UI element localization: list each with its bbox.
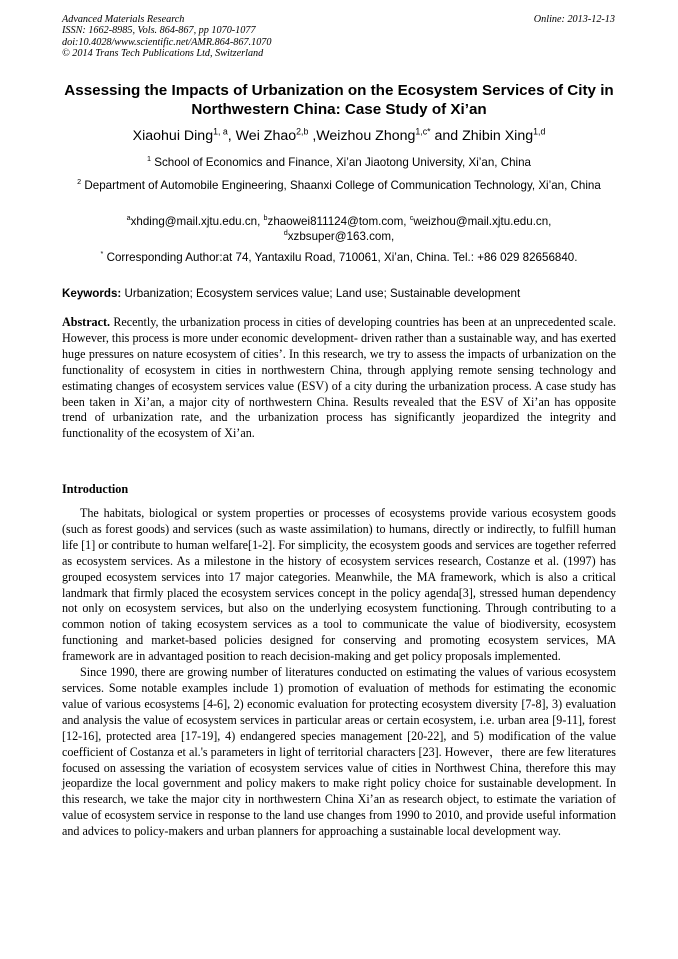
affiliation-1 — [62, 156, 616, 171]
journal-header — [62, 14, 271, 60]
abstract-text: Recently, the urbanization process in cities of developing countries has been at an unprecedented scale. However, this process is more under economic development- driven rather than a sustainable way, and has exerted huge pressures on nature ecosystem of cities’. In this research, we try to assess the impacts of urbanization on the functionality of ecosystem in cities in northwestern China, through applying remote sensing technology and estimating changes of ecosystem services value (ESV) of a city during the urbanization process. A case study has been taken in Xi’an, a major city of northwestern China. Results revealed that the ESV of Xi’an has opposite trend of urbanization rate, and the urbanization process has significantly jeopardized the integrity and functionality of the ecosystem of Xi’an. — [62, 315, 616, 441]
author-sup: 2,b — [296, 126, 309, 137]
email-sup: c — [409, 213, 414, 223]
affiliation-2-text: Department of Automobile Engineering, Shaanxi College of Communication Technology, Xi’an, China — [84, 179, 601, 192]
introduction-paragraph-1: The habitats, biological or system properties or processes of ecosystems provide various ecosystem goods (such as forest goods) and services (such as waste assimilation) to humans, directly or indirectly, to fulfill human life [1] or contribute to human welfare[1-2]. For simplicity, the ecosystem goods and services are together referred as ecosystem services. As a milestone in the history of ecosystem services research, Costanze et al. (1997) has grouped ecosystem services into 17 major categories. Meanwhile, the MA framework, which is also a critical landmark that firmly placed the ecosystem services concept in the policy agenda[3], stressed human dependency not only on ecosystem services, but also on the underlying ecosystem functioning. Through contributing to a common notion of taking ecosystem services as a tool to communicate the value of biodiversity, ecosystem functioning and market-based policies designed for conserving and promoting ecosystem services, MA framework are in advantaged position to reach decision-making and get policy proposals implemented. — [62, 506, 616, 664]
abstract — [62, 315, 616, 442]
email-link[interactable]: zhaowei811124@tom.com, — [267, 215, 410, 228]
author-name: Wei Zhao — [235, 128, 297, 144]
author-line — [62, 127, 616, 145]
author-sup: 1, a — [213, 126, 228, 137]
affiliation-1-text: School of Economics and Finance, Xi’an Jiaotong University, Xi’an, China — [154, 156, 531, 169]
author-separator: , — [227, 128, 236, 144]
copyright-line: © 2014 Trans Tech Publications Ltd, Switzerland — [62, 48, 264, 60]
paper-title: Assessing the Impacts of Urbanization on the Ecosystem Services of City in Northwestern China: Case Study of Xi’an — [64, 82, 614, 118]
abstract-label: Abstract. — [62, 315, 111, 329]
corresponding-sup: * — [100, 249, 104, 259]
author-sup: 1,d — [533, 126, 546, 137]
introduction-body — [62, 506, 616, 840]
doi-line: doi:10.4028/www.scientific.net/AMR.864-867.1070 — [62, 36, 272, 48]
email-block — [92, 215, 586, 244]
affiliation-2 — [62, 179, 616, 194]
email-link[interactable]: xzbsuper@163.com, — [287, 229, 395, 243]
author-name: Weizhou Zhong — [316, 128, 416, 144]
email-sup: a — [126, 213, 131, 223]
issn-line: ISSN: 1662-8985, Vols. 864-867, pp 1070-1077 — [62, 25, 256, 37]
affiliation-1-sup: 1 — [146, 154, 151, 164]
corresponding-author — [62, 251, 616, 266]
section-heading-introduction: Introduction — [62, 482, 129, 496]
keywords-text: Urbanization; Ecosystem services value; Land use; Sustainable development — [124, 287, 521, 300]
author-sup: 1,c* — [415, 126, 431, 137]
keywords — [62, 287, 616, 301]
online-date: Online: 2013-12-13 — [533, 14, 615, 25]
affiliation-2-sup: 2 — [77, 177, 82, 187]
journal-name: Advanced Materials Research — [62, 14, 185, 25]
introduction-paragraph-2: Since 1990, there are growing number of literatures conducted on estimating the values of various ecosystem services. Some notable examples include 1) promotion of evaluation of methods for estimating the economic value of various ecosystems [4-6], 2) economic evaluation for protecting ecosystem diversity [7-8], 3) evaluation and analysis the value of ecosystem services in particular areas or certain ecosystem, i.e. urban area [9-11], forest [12-16], protected area [17-19], 4) endangered species management [20-22], and 5) modification of the value coefficient of Costanza et al.'s parameters in light of territorial characters [23]. However，there are few literatures focused on assessing the variation of ecosystem services value of cities in Northwest China, therefore this may jeopardize the local government and policy makers to make right policy choice for sustainable development. In this research, we take the major city in northwestern China Xi’an as research object, to estimate the variation of value of ecosystem service in response to the land use changes from 1990 to 2010, and provide useful information and advices to policy-makers and urban planners for approaching a sustainable local development way. — [62, 665, 616, 839]
corresponding-text: Corresponding Author:at 74, Yantaxilu Road, 710061, Xi’an, China. Tel.: +86 029 82656840. — [106, 251, 578, 264]
author-separator: and — [430, 128, 463, 144]
email-sup: d — [283, 227, 288, 237]
author-separator: , — [308, 128, 317, 144]
author-name: Xiaohui Ding — [132, 128, 214, 144]
email-link[interactable]: weizhou@mail.xjtu.edu.cn, — [413, 215, 552, 228]
author-name: Zhibin Xing — [462, 128, 534, 144]
email-link[interactable]: xhding@mail.xjtu.edu.cn, — [130, 215, 264, 228]
email-sup: b — [263, 213, 268, 223]
keywords-label: Keywords: — [62, 287, 122, 300]
